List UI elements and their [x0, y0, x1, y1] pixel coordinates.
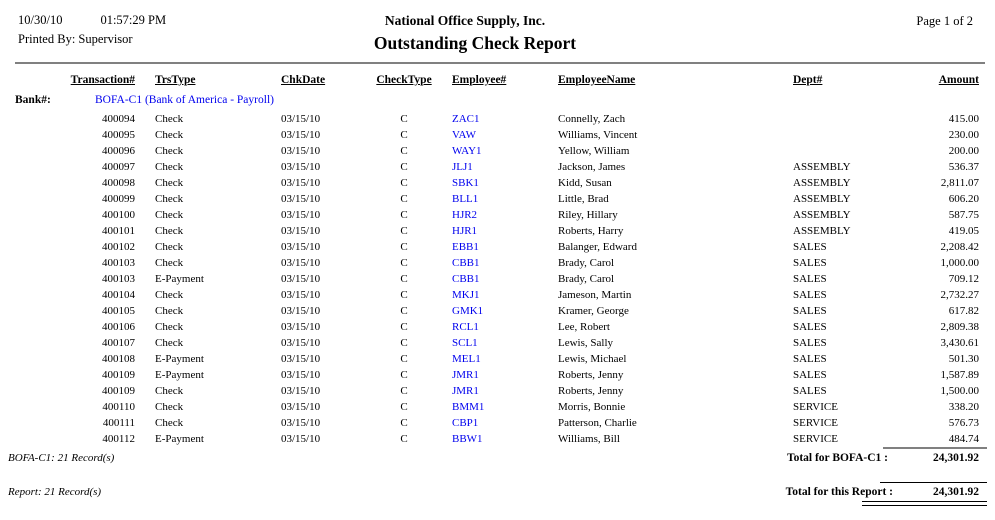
cell-transaction: 400094: [102, 113, 135, 125]
cell-employeename: Morris, Bonnie: [558, 401, 626, 413]
employee-code-link[interactable]: SBK1: [452, 177, 479, 189]
cell-employeename: Jackson, James: [558, 161, 626, 173]
table-row: [4, 287, 987, 303]
table-row: [4, 431, 987, 447]
column-header-checktype: CheckType: [376, 74, 432, 86]
column-header-amount: Amount: [938, 74, 979, 86]
printed-date: 10/30/10: [18, 13, 63, 27]
report-total-rule-top: [880, 482, 987, 483]
cell-dept: SALES: [793, 353, 827, 365]
printed-time: 01:57:29 PM: [100, 13, 167, 27]
cell-transaction: 400106: [102, 321, 135, 333]
cell-dept: SALES: [793, 385, 827, 397]
cell-dept: SALES: [793, 321, 827, 333]
table-row: [4, 191, 987, 207]
table-row: [4, 319, 987, 335]
cell-chkdate: 03/15/10: [281, 401, 321, 413]
cell-transaction: 400103: [102, 273, 135, 285]
cell-trstype: Check: [155, 193, 184, 205]
column-header-chkdate: ChkDate: [281, 74, 326, 86]
cell-amount: 415.00: [948, 113, 979, 125]
employee-code-link[interactable]: GMK1: [452, 305, 484, 317]
cell-amount: 587.75: [948, 209, 979, 221]
cell-amount: 709.12: [948, 273, 979, 285]
employee-code-link[interactable]: SCL1: [452, 337, 478, 349]
cell-dept: [790, 143, 902, 159]
cell-transaction: 400103: [102, 257, 135, 269]
cell-trstype: Check: [155, 321, 184, 333]
table-row: [4, 303, 987, 319]
employee-code-link[interactable]: EBB1: [452, 241, 479, 253]
table-row: [4, 223, 987, 239]
cell-dept: [790, 127, 902, 143]
cell-trstype: Check: [155, 401, 184, 413]
table-row: [4, 111, 987, 127]
cell-dept: ASSEMBLY: [793, 209, 851, 221]
employee-code-link[interactable]: BMM1: [452, 401, 485, 413]
report-total-value: 24,301.92: [933, 486, 979, 498]
cell-amount: 2,811.07: [940, 177, 979, 189]
cell-dept: SALES: [793, 257, 827, 269]
cell-amount: 501.30: [948, 353, 979, 365]
bank-total-rule: [883, 447, 987, 449]
employee-code-link[interactable]: BLL1: [452, 193, 479, 205]
cell-checktype: C: [400, 193, 408, 205]
cell-chkdate: 03/15/10: [281, 337, 321, 349]
cell-chkdate: 03/15/10: [281, 305, 321, 317]
cell-amount: 230.00: [948, 129, 979, 141]
cell-employeename: Williams, Vincent: [558, 129, 638, 141]
report-title: Outstanding Check Report: [373, 33, 577, 53]
cell-transaction: 400111: [102, 417, 135, 429]
cell-amount: 338.20: [948, 401, 979, 413]
cell-employeename: Riley, Hillary: [558, 209, 618, 221]
cell-checktype: C: [400, 401, 408, 413]
table-row: [4, 335, 987, 351]
cell-employeename: Kidd, Susan: [558, 177, 612, 189]
cell-transaction: 400109: [102, 369, 135, 381]
employee-code-link[interactable]: JMR1: [452, 385, 479, 397]
employee-code-link[interactable]: RCL1: [452, 321, 479, 333]
table-row: [4, 159, 987, 175]
cell-transaction: 400097: [102, 161, 135, 173]
cell-transaction: 400100: [102, 209, 135, 221]
cell-chkdate: 03/15/10: [281, 289, 321, 301]
cell-employeename: Williams, Bill: [558, 433, 620, 445]
cell-transaction: 400107: [102, 337, 135, 349]
cell-trstype: Check: [155, 113, 184, 125]
bank-label: Bank#:: [15, 94, 51, 106]
cell-trstype: E-Payment: [155, 273, 204, 285]
cell-employeename: Little, Brad: [558, 193, 609, 205]
cell-transaction: 400095: [102, 129, 135, 141]
check-table: [4, 74, 987, 447]
bank-total-value: 24,301.92: [933, 452, 979, 464]
cell-chkdate: 03/15/10: [281, 385, 321, 397]
cell-dept: ASSEMBLY: [793, 225, 851, 237]
table-row: [4, 383, 987, 399]
cell-trstype: Check: [155, 257, 184, 269]
cell-chkdate: 03/15/10: [281, 145, 321, 157]
cell-dept: SALES: [793, 369, 827, 381]
cell-transaction: 400098: [102, 177, 135, 189]
employee-code-link[interactable]: MKJ1: [452, 289, 480, 301]
cell-trstype: Check: [155, 385, 184, 397]
cell-trstype: Check: [155, 161, 184, 173]
cell-trstype: Check: [155, 129, 184, 141]
column-header-trstype: TrsType: [155, 74, 196, 86]
cell-transaction: 400096: [102, 145, 135, 157]
cell-chkdate: 03/15/10: [281, 177, 321, 189]
cell-employeename: Jameson, Martin: [558, 289, 632, 301]
cell-employeename: Balanger, Edward: [558, 241, 637, 253]
employee-code-link[interactable]: MEL1: [452, 353, 481, 365]
cell-amount: 484.74: [948, 433, 979, 445]
cell-trstype: E-Payment: [155, 353, 204, 365]
cell-checktype: C: [400, 209, 408, 221]
report-total-label: Total for this Report :: [785, 486, 893, 498]
cell-checktype: C: [400, 113, 408, 125]
cell-dept: ASSEMBLY: [793, 193, 851, 205]
cell-dept: ASSEMBLY: [793, 177, 851, 189]
cell-employeename: Lee, Robert: [558, 321, 610, 333]
cell-dept: SALES: [793, 241, 827, 253]
cell-employeename: Connelly, Zach: [558, 113, 626, 125]
cell-dept: SERVICE: [793, 417, 838, 429]
cell-chkdate: 03/15/10: [281, 193, 321, 205]
column-header-employeename: EmployeeName: [558, 74, 636, 86]
cell-employeename: Lewis, Michael: [558, 353, 627, 365]
cell-employeename: Roberts, Jenny: [558, 369, 624, 381]
cell-amount: 3,430.61: [940, 337, 979, 349]
cell-dept: [790, 111, 902, 127]
cell-transaction: 400102: [102, 241, 135, 253]
cell-chkdate: 03/15/10: [281, 273, 321, 285]
cell-trstype: Check: [155, 289, 184, 301]
report-total-rule-double: [862, 501, 987, 506]
cell-trstype: Check: [155, 337, 184, 349]
cell-checktype: C: [400, 289, 408, 301]
bank-code-link[interactable]: BOFA-C1 (Bank of America - Payroll): [95, 94, 274, 106]
cell-employeename: Kramer, George: [558, 305, 629, 317]
cell-transaction: 400112: [102, 433, 135, 445]
cell-dept: SALES: [793, 273, 827, 285]
cell-trstype: Check: [155, 241, 184, 253]
cell-transaction: 400104: [102, 289, 135, 301]
table-row: [4, 175, 987, 191]
company-name: National Office Supply, Inc.: [384, 13, 546, 28]
cell-chkdate: 03/15/10: [281, 241, 321, 253]
employee-code-link[interactable]: HJR2: [452, 209, 478, 221]
cell-chkdate: 03/15/10: [281, 129, 321, 141]
employee-code-link[interactable]: CBB1: [452, 257, 480, 269]
cell-checktype: C: [400, 257, 408, 269]
cell-transaction: 400109: [102, 385, 135, 397]
cell-chkdate: 03/15/10: [281, 225, 321, 237]
table-row: [4, 367, 987, 383]
bank-total-label: Total for BOFA-C1 :: [786, 452, 888, 464]
cell-checktype: C: [400, 177, 408, 189]
employee-code-link[interactable]: WAY1: [452, 145, 482, 157]
employee-code-link[interactable]: VAW: [452, 129, 476, 141]
cell-amount: 1,500.00: [940, 385, 979, 397]
cell-trstype: Check: [155, 225, 184, 237]
table-row: [4, 351, 987, 367]
cell-transaction: 400110: [102, 401, 135, 413]
cell-checktype: C: [400, 225, 408, 237]
cell-checktype: C: [400, 305, 408, 317]
cell-trstype: E-Payment: [155, 369, 204, 381]
cell-dept: SALES: [793, 289, 827, 301]
cell-trstype: E-Payment: [155, 433, 204, 445]
cell-amount: 200.00: [948, 145, 979, 157]
cell-checktype: C: [400, 241, 408, 253]
cell-transaction: 400099: [102, 193, 135, 205]
cell-checktype: C: [400, 321, 408, 333]
cell-employeename: Brady, Carol: [558, 273, 615, 285]
cell-trstype: Check: [155, 305, 184, 317]
cell-chkdate: 03/15/10: [281, 113, 321, 125]
header-divider: [15, 62, 985, 64]
employee-code-link[interactable]: BBW1: [452, 433, 483, 445]
cell-transaction: 400108: [102, 353, 135, 365]
cell-checktype: C: [400, 385, 408, 397]
cell-employeename: Patterson, Charlie: [558, 417, 637, 429]
table-row: [4, 255, 987, 271]
cell-dept: SALES: [793, 337, 827, 349]
cell-checktype: C: [400, 145, 408, 157]
cell-trstype: Check: [155, 209, 184, 221]
cell-checktype: C: [400, 353, 408, 365]
bank-record-count: BOFA-C1: 21 Record(s): [8, 452, 115, 464]
printed-by: Printed By: Supervisor: [18, 32, 133, 46]
cell-trstype: Check: [155, 417, 184, 429]
table-row: [4, 143, 987, 159]
cell-chkdate: 03/15/10: [281, 257, 321, 269]
cell-dept: ASSEMBLY: [793, 161, 851, 173]
employee-code-link[interactable]: CBB1: [452, 273, 480, 285]
cell-checktype: C: [400, 273, 408, 285]
report-record-count: Report: 21 Record(s): [8, 486, 102, 498]
table-row: [4, 207, 987, 223]
cell-amount: 2,208.42: [940, 241, 979, 253]
employee-code-link[interactable]: JLJ1: [452, 161, 473, 173]
cell-chkdate: 03/15/10: [281, 321, 321, 333]
table-row: [4, 399, 987, 415]
cell-checktype: C: [400, 161, 408, 173]
employee-code-link[interactable]: ZAC1: [452, 113, 480, 125]
cell-checktype: C: [400, 417, 408, 429]
cell-trstype: Check: [155, 177, 184, 189]
cell-chkdate: 03/15/10: [281, 161, 321, 173]
cell-amount: 2,732.27: [940, 289, 979, 301]
cell-chkdate: 03/15/10: [281, 353, 321, 365]
table-row: [4, 415, 987, 431]
cell-transaction: 400101: [102, 225, 135, 237]
cell-trstype: Check: [155, 145, 184, 157]
cell-checktype: C: [400, 369, 408, 381]
cell-amount: 419.05: [948, 225, 979, 237]
cell-amount: 2,809.38: [940, 321, 979, 333]
column-header-employee: Employee#: [452, 74, 507, 86]
table-row: [4, 239, 987, 255]
cell-amount: 1,000.00: [940, 257, 979, 269]
cell-employeename: Brady, Carol: [558, 257, 615, 269]
cell-transaction: 400105: [102, 305, 135, 317]
cell-checktype: C: [400, 129, 408, 141]
cell-amount: 617.82: [948, 305, 979, 317]
page-indicator: Page 1 of 2: [916, 14, 973, 28]
cell-employeename: Roberts, Harry: [558, 225, 624, 237]
cell-checktype: C: [400, 337, 408, 349]
cell-dept: SALES: [793, 305, 827, 317]
table-header-row: [4, 74, 987, 94]
cell-chkdate: 03/15/10: [281, 369, 321, 381]
employee-code-link[interactable]: CBP1: [452, 417, 479, 429]
employee-code-link[interactable]: HJR1: [452, 225, 478, 237]
column-header-dept: Dept#: [793, 74, 823, 86]
cell-dept: SERVICE: [793, 401, 838, 413]
cell-employeename: Roberts, Jenny: [558, 385, 624, 397]
cell-amount: 1,587.89: [940, 369, 979, 381]
cell-chkdate: 03/15/10: [281, 209, 321, 221]
column-header-transaction: Transaction#: [70, 74, 135, 86]
table-row: [4, 127, 987, 143]
cell-checktype: C: [400, 433, 408, 445]
cell-employeename: Yellow, William: [558, 145, 630, 157]
table-row: [4, 271, 987, 287]
cell-chkdate: 03/15/10: [281, 433, 321, 445]
cell-dept: SERVICE: [793, 433, 838, 445]
employee-code-link[interactable]: JMR1: [452, 369, 479, 381]
cell-amount: 606.20: [948, 193, 979, 205]
cell-amount: 576.73: [948, 417, 979, 429]
cell-chkdate: 03/15/10: [281, 417, 321, 429]
cell-amount: 536.37: [948, 161, 979, 173]
cell-employeename: Lewis, Sally: [558, 337, 613, 349]
